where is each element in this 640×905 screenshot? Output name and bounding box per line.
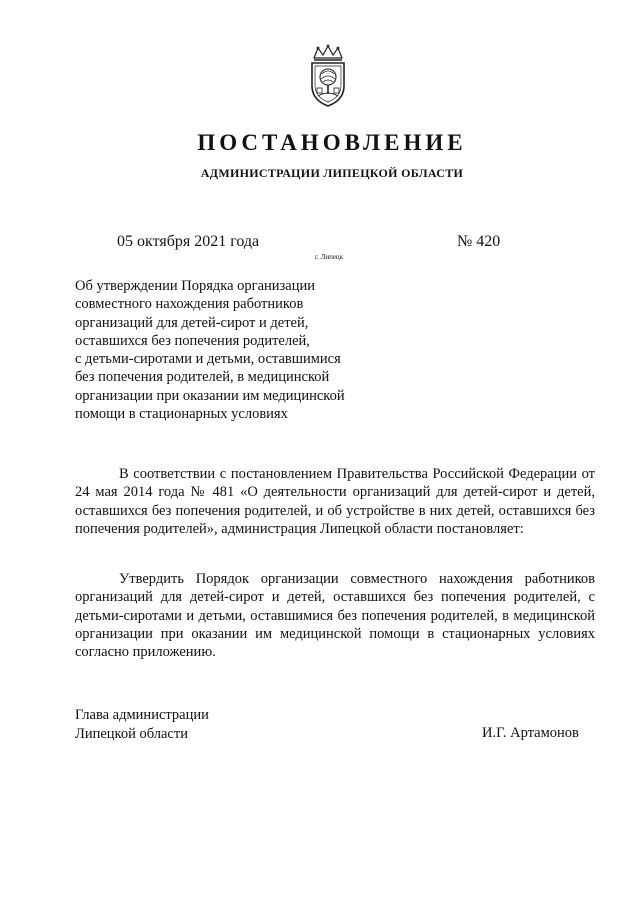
subject-line: организации при оказании им медицинской (75, 387, 345, 404)
position-line: Глава администрации (75, 707, 209, 723)
preamble-paragraph: В соответствии с постановлением Правительства Российской Федерации от 24 мая 2014 года № 481 «О деятельности организаций для детей-сирот и детей, оставшихся без попечения родителей, и об устройстве в них детей, оставшихся без попечения родителей», администрация Липецкой области постановляет: (75, 466, 595, 537)
signatory-position (75, 706, 209, 744)
coat-of-arms-icon (304, 44, 352, 108)
subject-line: совместного нахождения работников (75, 296, 304, 313)
signatory-name: И.Г. Артамонов (482, 725, 579, 741)
subject-block (75, 277, 375, 423)
subject-line: организаций для детей-сирот и детей, (75, 314, 309, 331)
subject-line: оставшихся без попечения родителей, (75, 332, 310, 349)
city-label: г. Липецк (315, 253, 344, 261)
subject-line: без попечения родителей, в медицинской (75, 369, 330, 386)
subject-line: Об утверждении Порядка организации (75, 278, 315, 294)
document-date: 05 октября 2021 года (117, 233, 260, 250)
document-title: ПОСТАНОВЛЕНИЕ (197, 130, 467, 155)
position-line: Липецкой области (75, 726, 188, 742)
subject-line: с детьми-сиротами и детьми, оставшимися (75, 351, 341, 368)
subject-line: помощи в стационарных условиях (75, 406, 288, 423)
issuer-name: АДМИНИСТРАЦИИ ЛИПЕЦКОЙ ОБЛАСТИ (200, 166, 464, 180)
document-number: № 420 (457, 233, 501, 250)
resolution-paragraph: Утвердить Порядок организации совместного нахождения работников организаций для детей-сирот и детей, оставшихся без попечения родителей, с детьми-сиротами и детьми, оставшимися без попечения родителей, в медицинской организации при оказании им медицинской помощи в стационарных условиях согласно приложению. (75, 571, 595, 661)
